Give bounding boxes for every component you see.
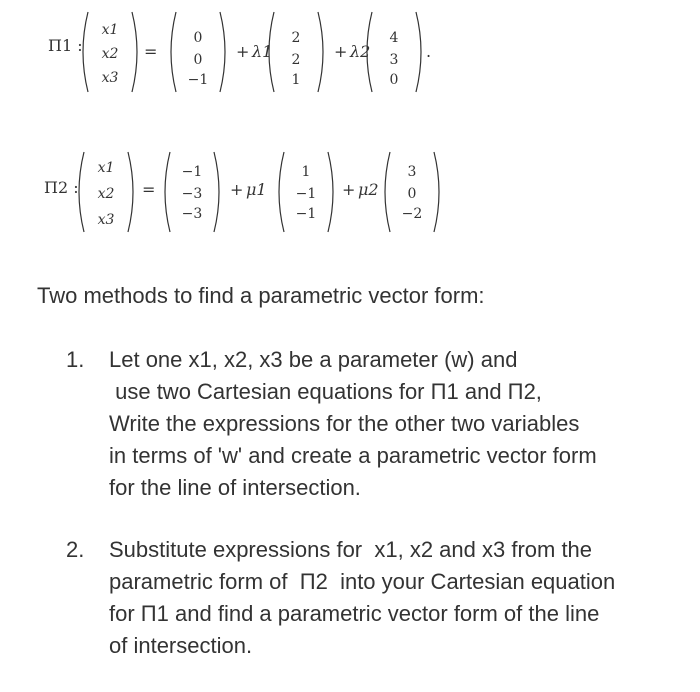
vector-entry: x1 <box>101 22 119 38</box>
step-line: use two Cartesian equations for Π1 and Π2, <box>109 379 542 404</box>
parameter-label: λ1 <box>252 42 273 61</box>
methods-heading: Two methods to find a parametric vector form: <box>37 283 485 308</box>
step-line: for the line of intersection. <box>109 475 361 500</box>
vector-entry: 2 <box>291 30 301 46</box>
list-item <box>66 534 696 662</box>
vector-entry: 0 <box>389 72 399 88</box>
plus-sign: + <box>236 42 250 61</box>
step-line: for Π1 and find a parametric vector form of the line <box>109 601 600 626</box>
position-vector <box>80 6 140 98</box>
plus-sign: + <box>334 42 348 61</box>
vector-entry: −1 <box>187 72 209 88</box>
direction-vector-1 <box>266 6 326 98</box>
step-line: Let one x1, x2, x3 be a parameter (w) and <box>109 347 518 372</box>
vector-entry: x1 <box>97 160 115 176</box>
vector-entry: 3 <box>389 52 399 68</box>
equation-plane-1 <box>0 0 700 110</box>
step-line: of intersection. <box>109 633 253 658</box>
vector-entry: 0 <box>193 30 203 46</box>
vector-entry: −1 <box>295 186 317 202</box>
vector-entry: 4 <box>389 30 399 46</box>
plus-sign: + <box>342 180 356 199</box>
vector-entry: −1 <box>181 164 203 180</box>
equals-sign: = <box>142 180 156 199</box>
step-line: Write the expressions for the other two variables <box>109 411 580 436</box>
step-number: 2. <box>66 537 85 562</box>
vector-entry: 1 <box>291 72 301 88</box>
position-vector <box>76 146 136 238</box>
plane-label: Π2 : <box>44 178 79 197</box>
direction-vector-1 <box>276 146 336 238</box>
step-line: Substitute expressions for x1, x2 and x3 from the <box>109 537 593 562</box>
vector-entry: −3 <box>181 206 203 222</box>
parameter-label: λ2 <box>350 42 371 61</box>
direction-vector-2 <box>364 6 424 98</box>
vector-entry: x3 <box>101 70 119 86</box>
step-number: 1. <box>66 347 85 372</box>
methods-list <box>66 344 696 692</box>
vector-entry: x3 <box>97 212 115 228</box>
vector-entry: −1 <box>295 206 317 222</box>
vector-entry: −3 <box>181 186 203 202</box>
step-line: in terms of 'w' and create a parametric vector form <box>109 443 597 468</box>
vector-entry: −2 <box>401 206 423 222</box>
period: . <box>426 42 432 61</box>
point-vector <box>162 146 222 238</box>
vector-entry: 0 <box>193 52 203 68</box>
parameter-label: μ2 <box>358 180 379 199</box>
point-vector <box>168 6 228 98</box>
parameter-label: μ1 <box>246 180 267 199</box>
equation-plane-2 <box>0 136 700 246</box>
vector-entry: 0 <box>407 186 417 202</box>
list-item <box>66 344 696 504</box>
step-line: parametric form of Π2 into your Cartesian equation <box>109 569 616 594</box>
vector-entry: 3 <box>407 164 417 180</box>
direction-vector-2 <box>382 146 442 238</box>
plus-sign: + <box>230 180 244 199</box>
vector-entry: 1 <box>301 164 311 180</box>
vector-entry: x2 <box>101 46 119 62</box>
vector-entry: x2 <box>97 186 115 202</box>
plane-label: Π1 : <box>48 36 83 55</box>
vector-entry: 2 <box>291 52 301 68</box>
equals-sign: = <box>144 42 158 61</box>
